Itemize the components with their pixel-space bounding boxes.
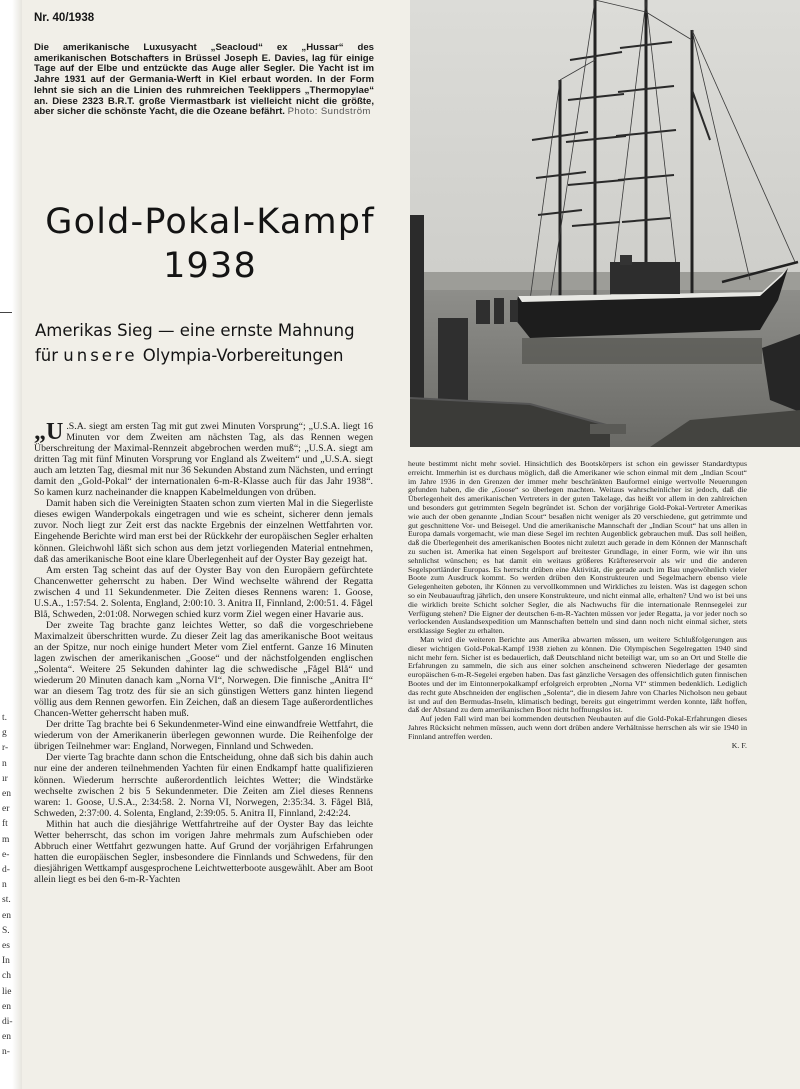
paragraph: Am ersten Tag scheint das auf der Oyster Bay von den Europäern gefürchtete Chancenwetter geherrscht zu haben. Der Wind wechselte während der Regatta zwischen 4 und 11 Sekundenmeter. Die Zeiten dieses Rennens waren: 1. Goose, U.S.A., 1:57:54. 2. Solenta, England, 2:00:10. 3. Anitra II, Finnland, 2:00:51. 4. Fågel Blå, Schweden, 2:01:08. Norwegen schied kurz vorm Ziel wegen einer Havarie aus. [34,564,373,620]
paragraph: Mithin hat auch die diesjährige Wettfahrtreihe auf der Oyster Bay das leichte Wetter beherrscht, das schon im vorigen Jahre mehrmals zum Aufschieben oder Abbruch einer Wettfahrt gezwungen hatte. Auf Grund der vorjährigen Erfahrungen hatten die europäischen Segler, insbesondere die Finnlands und Schwedens, für den diesjährigen Wettkampf ausgesprochene Leichtwetterboote ausgewählt. Aber am Boot allein liegt es bei den 6-m-R-Yachten [34,818,373,885]
margin-fragment: er [2,804,10,815]
page-edge-rule [0,312,12,313]
paragraph: Der dritte Tag brachte bei 6 Sekundenmeter-Wind eine einwandfreie Wettfahrt, die wiederum von der Amerikanerin überlegen gewonnen wurde. Die Reihenfolge der übrigen Teilnehmer war: England, Norwegen, Finnland und Schweden. [34,719,373,753]
paragraph: Auf jeden Fall wird man bei kommenden deutschen Neubauten auf die Gold-Pokal-Erfahrungen dieses Jahres Rücksicht nehmen müssen, auch wenn dort drüben andere Verhältnisse herrschen als wir sie 1940 in Finnland antreffen werden. [408,714,747,741]
paragraph: Der vierte Tag brachte dann schon die Entscheidung, ohne daß sich bis dahin auch nur eine der anderen teilnehmenden Yachten für einen Endkampf hatte qualifizieren können. Wiederum herrschte außerordentlich leichtes Wetter; die Windstärke wechselte zwischen 2 bis 5 Sekundenmeter. Die Zeiten am Ziel dieses Rennens waren: 1. Goose, U.S.A., 2:34:58. 2. Norna VI, Norwegen, 2:35:34. 3. Fågel Blå, Schweden, 2:37:00. 4. Solenta, England, 2:39:05. 5. Anitra II, Finnland, 2:42:24. [34,752,373,819]
subtitle-text-a: für [35,346,64,365]
article-subtitle [35,318,385,368]
margin-fragment: In [2,956,10,967]
margin-fragment: e- [2,849,10,860]
margin-fragment: ır [2,773,8,784]
article-title [32,200,388,288]
margin-fragment: di- [2,1017,13,1027]
photo-caption [34,43,374,118]
dropcap: „U [34,419,64,445]
margin-fragment: m [2,834,10,845]
paragraph: Man wird die weiteren Berichte aus Amerika abwarten müssen, um weitere Schlußfolgerungen aus dieser wichtigen Gold-Pokal-Kampf 1938 ziehen zu können. Die Olympischen Segelregatten 1940 sind nicht mehr fern. Sicher ist es bedauerlich, daß Deutschland nicht beteiligt war, um so an Ort und Stelle die Erfahrungen zu sammeln, die sich aus einer solchen anscheinend schweren Niederlage der gesamten europäischen 6-m-R-Segelei ergeben haben. Das fast gänzliche Versagen des offensichtlich guten finnischen Bootes und der im Eintonnerpokalkampf erfolgreich erprobten „Norna VI“ stimmen bedenklich. Lediglich das recht gute Abschneiden der englischen „Solenta“, die in diesem Jahre von Charles Nicholson neu gebaut ist und auf den Bermudas-Inseln, klimatisch bedingt, bereits gut eingetrimmt werden konnte, läßt hoffen, daß der Abstand zu dem amerikanischen Boot nicht hoffnungslos ist. [408,634,747,715]
subtitle-line-2 [35,343,385,368]
margin-fragment: S. [2,925,10,936]
margin-fragment: n [2,880,7,891]
margin-fragment: n- [2,1047,10,1058]
paragraph-lead-text: .S.A. siegt am ersten Tag mit gut zwei Minuten Vorsprung“; „U.S.A. liegt 16 Minuten vor dem Zweiten am nächsten Tag, als das Rennen wegen Überschreitung der Maximal-Rennzeit abgebrochen werden muß“; „U.S.A. siegt am dritten Tag mit fünf Minuten Vorsprung vor England als Zweitem“ und „U.S.A. siegt auch am letzten Tag, diesmal mit nur 36 Sekunden Abstand zum Nächsten, und erringt damit den „Gold-Pokal“ der internationalen 6-m-R-Klasse auch für das Jahr 1938“. So kamen kurz nacheinander die knappen Kabelmeldungen von drüben. [34,421,373,499]
margin-fragment: en [2,1001,11,1012]
paragraph: Der zweite Tag brachte ganz leichtes Wetter, so daß die vorgeschriebene Maximalzeit überschritten wurde. Zu dieser Zeit lag das amerikanische Boot weitaus an der Spitze, nur noch einige hundert Meter vom Ziel entfernt. Ganze 16 Minuten lagen zwischen der amerikanischen „Goose“ und der nächstfolgenden englischen „Solenta“. Weitere 25 Sekunden dahinter lag die schwedische „Fågel Blå“ und wiederum 20 Minuten danach kam „Norna VI“, Norwegen. Die finnische „Anitra II“ war an diesem Tag trotz des für sie an sich günstigen Wetters ganz hinten liegend völlig aus dem Rennen geworfen. Ein Zeichen, daß an diesem Tage außerordentliches Chancen-Wetter geherrscht haben muß. [34,619,373,720]
paragraph-lead [34,421,373,498]
margin-fragment: r- [2,743,9,754]
subtitle-line-1: Amerikas Sieg — eine ernste Mahnung [35,321,355,340]
margin-fragment: d- [2,865,10,875]
issue-number: Nr. 40/1938 [34,12,95,24]
photo-credit: Photo: Sundström [287,106,371,118]
caption-text: Die amerikanische Luxusyacht „Seacloud“ ex „Hussar“ des amerikanischen Botschafters in Brüssel Joseph E. Davies, lag für einige Tage auf der Elbe und entzückte das Auge aller Segler. Die Yacht ist im Jahre 1931 auf der Germania-Werft in Kiel erbaut worden. In der Form lehnt sie sich an die Linien des ruhmreichen Teeklippers „Thermopylae“ an. Diese 2323 B.R.T. große Viermastbark ist vielleicht nicht die größte, aber sicher die schönste Yacht, die die Ozeane befährt. [34,42,374,118]
article-column-right [408,460,747,750]
author-signature: K. F. [731,740,747,750]
margin-fragment: en [2,910,11,921]
article-column-left [34,421,373,885]
margin-fragment: t. [2,713,8,723]
ship-photo [410,0,800,447]
margin-fragment: es [2,941,10,951]
margin-fragment: n [2,758,7,769]
previous-page-edge [0,0,22,1089]
margin-fragment: en [2,1032,11,1043]
margin-fragment: ch [2,971,11,982]
four-masted-barque-image [410,0,800,447]
subtitle-text-spaced: unsere [63,346,138,365]
margin-fragment: ft [2,819,8,830]
margin-fragment: lie [2,986,12,997]
margin-fragment: en [2,789,11,799]
margin-fragment: g [2,728,7,739]
margin-fragment: st. [2,895,11,906]
paragraph: heute bestimmt nicht mehr soviel. Hinsichtlich des Bootskörpers ist schon ein gewisser Standardtypus erreicht. Immerhin ist es durchaus möglich, daß die Amerikaner wie schon einmal mit dem „Indian Scout“ im Jahre 1936 in den Grenzen der immer mehr beschränkten Bauformel einige wertvolle Neuerungen gefunden haben, die die „Goose“ so überlegen machten. Weitaus wahrscheinlicher ist jedoch, daß die Überlegenheit des amerikanischen Vertreters in der guten Takelage, das heißt vor allem in den zahlreichen und besonders gut getrimmten Segeln begründet ist. Schon der vorjährige Gold-Pokal-Vertreter Amerikas wie auch der oben genannte „Indian Scout“ besaßen nicht weniger als 20 verschiedene, gut getrimmte und gut geschnittene Vor- und Beisegel. Und die amerikanische Mannschaft der „Indian Scout“ hat uns allen in Europa damals vorgemacht, wie man diese Segel im rechten Augenblick gebrauchen muß. Das soll heißen, daß die Überlegenheit des amerikanischen Bootes nicht zuletzt auch gerade in dem Können der Mannschaft zu suchen ist. Amerika hat einen Segelsport auf breitester Grundlage, in einer Form, wie wir ihn uns sehnlichst wünschen; es hat damit ein weitaus größeres Kräftereservoir als wir und die anderen Segelsportländer Europas. Es herrscht drüben eine Aktivität, die gerade auch im Bau ungewöhnlich vieler Boote zum Ausdruck kommt. So werden drüben den Konstrukteuren und Segelmachern ebenso viele Gelegenheiten geboten, ihr Können zu vervollkommnen und Wirkliches zu leisten. Was ist dagegen schon so ein Neubauauftrag jährlich, den unsere Konstrukteure, und nicht einmal alle, erhalten? Und wo ist bei uns die wirklich breite Schicht solcher Segler, die als Nachwuchs für die internationale Rennsegelei zur Verfügung stehen? Die Eigner der deutschen 6-m-R-Yachten müssen vor jeder Regatta, ja vor jeder noch so verlockenden Auslandsexpedition um Mannschaften betteln und sind dann noch nicht einmal sicher, stets erstklassige Segler zu erhalten. [408,459,747,636]
paragraph: Damit haben sich die Vereinigten Staaten schon zum vierten Mal in die Siegerliste dieses ewigen Wanderpokals eingetragen und wie es scheint, sicherer denn jemals zuvor. Noch liegt zur Zeit erst das nackte Ergebnis der einzelnen Wettfahrten vor. Eingehende Berichte wird man erst bei der Rückkehr der europäischen Segler erhalten können. Gleichwohl läßt sich schon aus dem jetzt vorliegenden Material entnehmen, daß das amerikanische Boot eine klare Überlegenheit auf der Oyster Bay gezeigt hat. [34,498,373,565]
title-line-1: Gold-Pokal-Kampf [45,202,375,242]
title-line-2: 1938 [163,246,257,286]
subtitle-text-b: Olympia-Vorbereitungen [137,346,344,365]
